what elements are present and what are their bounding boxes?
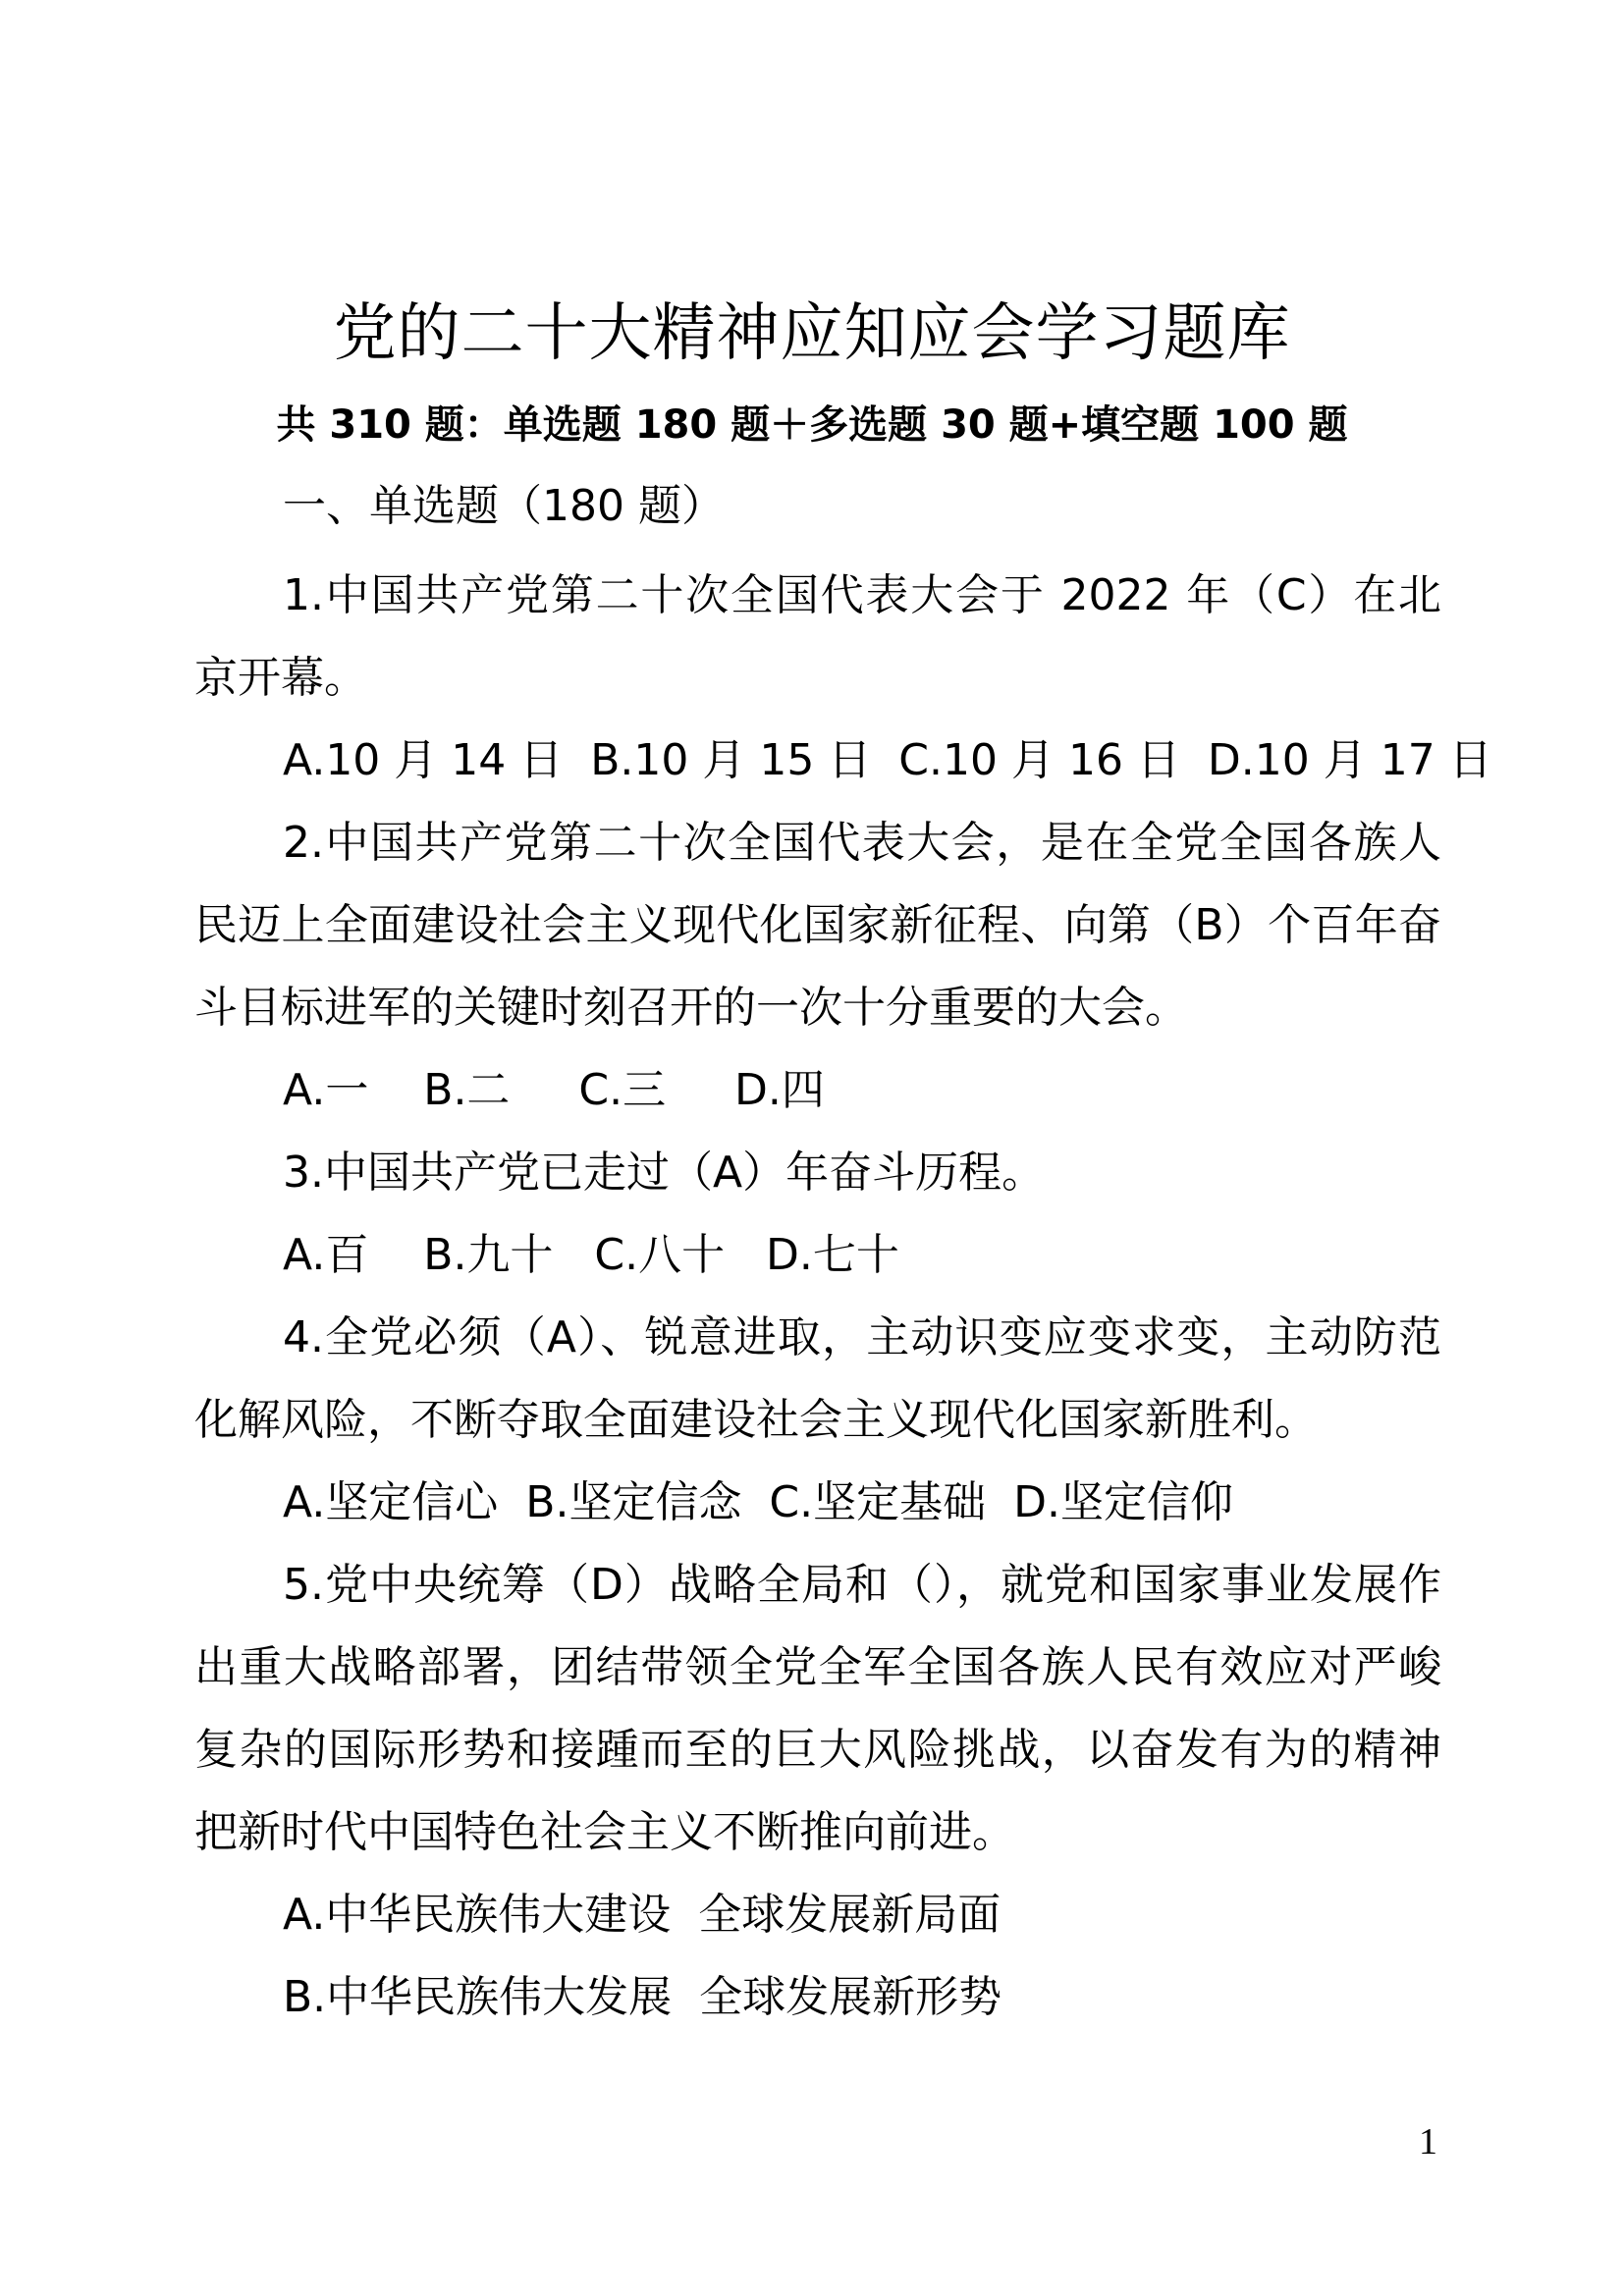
- question-5-option-a: A.中华民族伟大建设 全球发展新局面: [283, 1890, 1001, 1940]
- question-2-text: 2.中国共产党第二十次全国代表大会，是在全党全国各族人民迈上全面建设社会主义现代化国家新征程、向第（B）个百年奋斗目标进军的关键时刻召开的一次十分重要的大会。: [194, 818, 1441, 1033]
- question-1-text: 1.中国共产党第二十次全国代表大会于 2022 年（C）在北京开幕。: [194, 570, 1441, 703]
- section-heading: 一、单选题（180 题）: [283, 481, 725, 531]
- page-number: 1: [1419, 2121, 1437, 2163]
- question-5-option-b: B.中华民族伟大发展 全球发展新形势: [283, 1972, 1002, 2022]
- question-3-text: 3.中国共产党已走过（A）年奋斗历程。: [283, 1148, 1046, 1198]
- document-title: 党的二十大精神应知应会学习题库: [333, 297, 1291, 370]
- question-4-options: A.坚定信心 B.坚定信念 C.坚定基础 D.坚定信仰: [283, 1477, 1233, 1527]
- question-2-options: A.一 B.二 C.三 D.四: [283, 1065, 825, 1115]
- question-3-options: A.百 B.九十 C.八十 D.七十: [283, 1230, 899, 1280]
- document-subtitle: 共 310 题：单选题 180 题＋多选题 30 题+填空题 100 题: [276, 402, 1348, 448]
- question-1-options: A.10 月 14 日 B.10 月 15 日 C.10 月 16 日 D.10 月 17 日: [283, 735, 1492, 785]
- question-4-text: 4.全党必须（A）、锐意进取，主动识变应变求变，主动防范化解风险，不断夺取全面建设社会主义现代化国家新胜利。: [194, 1312, 1441, 1445]
- question-5-text: 5.党中央统筹（D）战略全局和（），就党和国家事业发展作出重大战略部署，团结带领全党全军全国各族人民有效应对严峻复杂的国际形势和接踵而至的巨大风险挑战，以奋发有为的精神把新时代中国特色社会主义不断推向前进。: [194, 1560, 1441, 1857]
- question-list: [194, 555, 1492, 2039]
